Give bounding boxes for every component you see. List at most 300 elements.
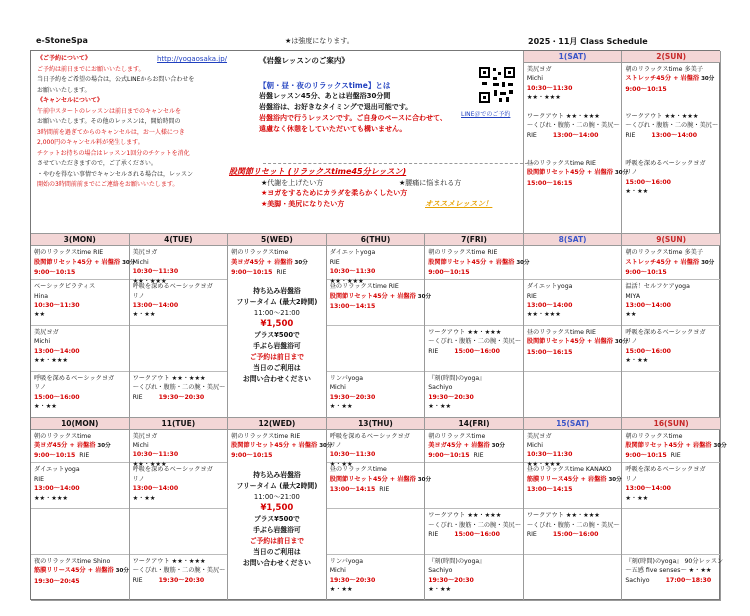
special-notice2: 当日のご利用は	[253, 547, 301, 556]
class-time: 9:00～10:15	[625, 452, 667, 460]
relax-menu: 股関節リセット45分 + 岩盤浴	[231, 442, 318, 450]
class-slot[interactable]	[425, 280, 523, 326]
class-stars: ★★・★★★	[526, 311, 561, 319]
class-time-line	[527, 530, 620, 539]
class-time: 15:00～16:00	[625, 347, 671, 355]
relax-menu: 股関節リセット45分 + 岩盤浴	[526, 338, 613, 346]
day-header: 4(TUE)	[130, 234, 228, 246]
class-staff: MIYA	[625, 292, 641, 300]
class-slot[interactable]	[31, 326, 129, 372]
class-time-line	[625, 576, 718, 585]
class-slot[interactable]	[622, 63, 720, 110]
class-slot[interactable]	[327, 246, 425, 285]
relax-bath: 30分	[701, 76, 715, 83]
relax-bath: 30分	[608, 476, 622, 483]
class-stars: ★★・★★★	[132, 277, 167, 285]
day-header: 1(SAT)	[524, 51, 622, 63]
class-time: 15:00～16:00	[454, 531, 500, 539]
class-staff: リノ	[132, 475, 145, 483]
class-slot[interactable]	[622, 157, 720, 204]
class-time: 10:30～11:30	[526, 451, 573, 459]
day-column	[425, 234, 530, 417]
class-time: 19:30～20:30	[158, 576, 205, 584]
month-title: 2025・11月 Class Schedule	[528, 37, 648, 46]
class-time: 13:00～14:15	[329, 302, 376, 310]
class-stars: ★・★★	[329, 586, 353, 594]
relax-menu: 股関節リセット45分 + 岩盤浴	[329, 292, 416, 300]
class-time: 13:00～14:00	[552, 131, 599, 139]
class-staff: リノ	[329, 442, 342, 450]
day-column-sat	[524, 51, 629, 234]
class-slot[interactable]	[425, 372, 523, 418]
class-stars: ★・★★	[625, 188, 649, 196]
class-slot[interactable]	[228, 246, 326, 282]
class-slot[interactable]	[425, 555, 523, 601]
class-relax-line	[526, 337, 629, 347]
class-staff: ～五感 five senses～ ★・★★	[625, 567, 712, 575]
class-title: 朝のリラックスtime RIE	[34, 249, 104, 257]
class-time: 13:00～14:00	[132, 301, 179, 309]
relax-menu: 美ヨガ45分 + 岩盤浴	[428, 442, 490, 450]
class-slot[interactable]	[130, 463, 228, 509]
reset-section	[229, 167, 519, 209]
class-slot[interactable]	[622, 430, 727, 464]
class-slot[interactable]	[327, 280, 431, 326]
class-stars: ★★	[625, 311, 637, 319]
class-title: 朝のリラックスtime RIE	[231, 432, 301, 440]
relax-menu: 股関節リセット45分 + 岩盤浴	[329, 475, 416, 483]
cancel-lines	[37, 107, 257, 191]
class-title: ワークアウト ★★・★★★	[428, 512, 502, 520]
class-time: 19:30～20:30	[428, 576, 474, 584]
class-title: 呼吸を深めるベーシックヨガ	[625, 160, 706, 167]
class-time: 9:00～10:15	[625, 85, 667, 93]
special-time: 11:00～21:00	[253, 309, 300, 318]
class-title: ダイエットyoga	[34, 466, 80, 474]
class-relax-line	[231, 258, 324, 268]
class-slot[interactable]	[130, 372, 228, 418]
day-header: 3(MON)	[31, 234, 129, 246]
class-slot[interactable]	[31, 463, 129, 509]
class-time: 9:00～10:15	[625, 269, 667, 277]
class-time: 15:00～16:00	[552, 531, 599, 539]
class-staff: Sachiyo	[428, 384, 453, 392]
class-title: 呼吸を深めるベーシックヨガ	[329, 432, 410, 440]
day-header: 5(WED)	[228, 234, 326, 246]
day-column	[31, 234, 136, 417]
relax-menu: ストレッチ45分 + 岩盤浴	[625, 75, 700, 83]
class-slot[interactable]	[425, 430, 523, 464]
guide-subtitle: 【朝・昼・夜のリラックスtime】とは	[259, 81, 391, 90]
class-staff: リノ	[625, 169, 638, 177]
class-title: リンパyoga	[329, 558, 363, 566]
reset-title: 股関節リセット (リラックスtime45分レッスン)	[229, 167, 407, 176]
class-staff: リノ	[625, 475, 638, 483]
text-line: 岩盤レッスン45分、あとは岩盤浴30分間	[259, 92, 391, 100]
day-column	[524, 234, 629, 417]
class-title: リンパyoga	[329, 374, 363, 382]
day-column	[327, 234, 431, 417]
class-time: 9:00～10:15	[428, 269, 470, 277]
class-tag: RIE	[625, 131, 636, 139]
class-slot[interactable]	[622, 372, 720, 418]
class-tag: RIE	[379, 486, 390, 494]
class-staff: RIE	[526, 292, 537, 300]
class-time: 15:00～16:00	[454, 347, 500, 355]
class-time: 13:00～14:00	[625, 485, 671, 493]
class-stars: ★★・★★★	[34, 357, 68, 365]
text-line: ご予約は前日までにお願いいたします。	[37, 65, 145, 73]
text-line: 岩盤浴は、お好きなタイミングで退出可能です。	[259, 103, 413, 111]
day-header: 13(THU)	[327, 418, 425, 430]
class-time-line	[428, 451, 521, 460]
day-column	[524, 418, 623, 601]
class-staff: Michi	[329, 384, 346, 392]
class-slot[interactable]	[425, 246, 530, 280]
class-staff: ～くびれ・腹筋・二の腕・美尻～	[132, 384, 226, 392]
relax-bath: 30分	[491, 443, 505, 450]
class-slot[interactable]	[327, 463, 431, 509]
relax-menu: 股関節リセット45分 + 岩盤浴	[625, 442, 712, 450]
class-slot[interactable]	[622, 463, 720, 509]
relax-bath: 30分	[417, 476, 431, 483]
class-time: 19:30～20:30	[158, 393, 205, 401]
day-header: 2(SUN)	[622, 51, 720, 63]
class-staff: Hina	[34, 292, 49, 300]
day-column	[327, 418, 431, 601]
special-notice3: お問い合わせください	[242, 558, 311, 567]
class-staff: Michi	[132, 258, 149, 266]
text-line: お願いいたします。	[37, 86, 91, 94]
class-relax-line	[428, 441, 521, 451]
class-title: 『刻(時間)のyoga』 90分レッスン	[625, 558, 724, 566]
special-price: ¥1,500	[260, 319, 294, 330]
class-slot[interactable]	[130, 509, 228, 555]
class-relax-line	[34, 441, 127, 451]
class-time-line	[428, 530, 521, 539]
class-title: ワークアウト ★★・★★★	[526, 512, 600, 520]
class-staff: Michi	[132, 442, 149, 450]
class-slot[interactable]	[228, 430, 333, 466]
relax-menu: 股関節リセット45分 + 岩盤浴	[526, 169, 613, 177]
relax-bath: 30分	[97, 443, 111, 450]
class-staff: ～くびれ・腹筋・二の腕・美尻～	[428, 521, 522, 529]
special-plus: プラス¥500で	[253, 514, 300, 523]
class-staff: ～くびれ・腹筋・二の腕・美尻～	[625, 122, 719, 130]
reset-point-4: ★美脚・美尻になりたい方	[261, 199, 345, 208]
relax-bath: 30分	[122, 259, 136, 266]
relax-bath: 30分	[294, 259, 308, 266]
class-staff: リノ	[34, 384, 47, 392]
line-reserve-link[interactable]: LINE＠でのご予約	[461, 111, 511, 118]
class-time: 9:00～10:15	[231, 452, 273, 460]
class-tag: RIE	[670, 452, 681, 460]
class-staff: ～くびれ・腹筋・二の腕・美尻～	[428, 338, 522, 346]
class-time: 10:30～11:30	[329, 451, 376, 459]
reserve-lines	[37, 65, 257, 97]
class-slot[interactable]	[327, 509, 425, 555]
class-slot[interactable]	[130, 280, 228, 326]
class-tag: RIE	[473, 452, 484, 460]
class-time: 15:00～16:15	[526, 348, 573, 356]
special-notice1: ご予約は前日まで	[249, 353, 305, 362]
class-title: 呼吸を深めるベーシックヨガ	[625, 466, 706, 474]
class-time: 10:30～11:30	[132, 268, 179, 276]
bring-your-own-bath-info	[228, 466, 326, 573]
class-time: 9:00～10:15	[231, 269, 273, 277]
relax-bath: 30分	[713, 443, 727, 450]
class-slot[interactable]	[425, 463, 523, 509]
class-slot[interactable]	[524, 280, 622, 326]
class-staff: Michi	[526, 75, 543, 83]
relax-menu: 美ヨガ45分 + 岩盤浴	[231, 258, 293, 266]
class-staff: RIE	[34, 475, 45, 483]
class-staff: RIE	[329, 258, 340, 266]
class-title: 朝のリラックスtime RIE	[428, 249, 498, 257]
class-slot[interactable]	[622, 326, 720, 372]
class-staff: Michi	[526, 442, 543, 450]
class-slot[interactable]	[622, 555, 724, 601]
class-title: 昼のリラックスtime KANAKO	[526, 466, 612, 474]
class-time-line	[330, 485, 423, 494]
class-time: 10:30～11:30	[329, 268, 376, 276]
day-column	[31, 418, 130, 601]
class-title: 『刻(時間)のyoga』	[428, 558, 486, 566]
special-title: 持ち込み岩盤浴	[253, 470, 301, 479]
class-slot[interactable]	[524, 372, 622, 418]
class-slot[interactable]	[130, 246, 228, 285]
class-slot[interactable]	[524, 63, 622, 110]
class-stars: ★★・★★★	[526, 94, 561, 102]
day-header: 15(SAT)	[524, 418, 622, 430]
class-slot[interactable]	[524, 509, 622, 555]
class-staff: ～くびれ・腹筋・二の腕・美尻～	[526, 521, 620, 529]
special-hand: 手ぶら岩盤浴可	[253, 342, 301, 351]
class-title: 昼のリラックスtime RIE	[329, 283, 399, 291]
class-slot[interactable]	[31, 372, 129, 418]
class-title: 呼吸を深めるベーシックヨガ	[34, 374, 115, 382]
class-tag: RIE	[428, 531, 439, 539]
special-notice2: 当日のご利用は	[253, 364, 301, 373]
class-slot[interactable]	[327, 430, 425, 468]
bring-your-own-bath-info	[228, 282, 326, 389]
class-slot[interactable]	[524, 110, 622, 157]
relax-bath: 30分	[516, 259, 530, 266]
special-hand: 手ぶら岩盤浴可	[253, 525, 301, 534]
class-relax-line	[329, 475, 431, 485]
class-stars: ★・★★	[132, 311, 156, 319]
class-title: 朝のリラックスtime	[231, 249, 289, 257]
day-header: 9(SUN)	[622, 234, 720, 246]
class-relax-line	[625, 258, 718, 268]
class-title: 美尻ヨガ	[34, 328, 59, 336]
class-stars: ★★・★★★	[34, 494, 68, 502]
class-slot[interactable]	[130, 430, 228, 468]
class-slot[interactable]	[622, 280, 720, 326]
reserve-title: 《ご予約について》	[37, 55, 91, 62]
special-day-column	[228, 234, 327, 417]
class-staff: ～くびれ・腹筋・二の腕・美尻～	[526, 122, 620, 130]
class-slot[interactable]	[425, 509, 523, 555]
day-header: 8(SAT)	[524, 234, 622, 246]
class-slot[interactable]	[524, 463, 622, 509]
guide-section	[259, 55, 509, 135]
class-title: ベーシックピラティス	[34, 283, 96, 291]
class-stars: ★・★★	[625, 357, 649, 365]
relax-bath: 30分	[614, 170, 629, 177]
text-line: 遠慮なく休憩をしていただいても構いません。	[259, 125, 407, 133]
class-relax-line	[527, 475, 620, 485]
class-stars: ★・★★	[34, 402, 57, 410]
class-time: 9:00～10:15	[34, 452, 76, 460]
class-tag: RIE	[428, 347, 439, 355]
class-stars: ★・★★	[329, 402, 353, 410]
class-stars: ★・★★	[132, 494, 156, 502]
class-slot[interactable]	[31, 280, 129, 326]
class-slot[interactable]	[425, 326, 523, 372]
class-stars: ★・★★	[625, 494, 649, 502]
class-slot[interactable]	[622, 246, 720, 280]
class-slot[interactable]	[130, 326, 228, 372]
reset-point-3: ★ヨガをするためにカラダを柔らかくしたい方	[261, 189, 408, 197]
class-time-line	[34, 451, 127, 460]
class-slot[interactable]	[31, 430, 129, 464]
day-column	[425, 418, 524, 601]
class-time-line	[428, 347, 521, 356]
class-time: 10:30～11:30	[526, 84, 573, 92]
class-staff: リノ	[625, 338, 638, 346]
class-title: 呼吸を深めるベーシックヨガ	[132, 466, 213, 474]
class-title: ワークアウト ★★・★★★	[526, 113, 600, 120]
class-time: 13:00～14:00	[132, 485, 179, 493]
day-column	[130, 234, 229, 417]
class-title: 美尻ヨガ	[526, 432, 552, 440]
reset-point-2: ★腰痛に悩まれる方	[399, 178, 462, 187]
class-slot[interactable]	[622, 110, 720, 157]
class-title: 昼のリラックスtime RIE	[526, 328, 596, 336]
class-relax-line	[526, 168, 629, 178]
intensity-note: ★は強度になります。	[285, 37, 354, 45]
day-column	[622, 234, 721, 417]
class-relax-line	[329, 292, 431, 302]
class-time-line	[133, 393, 226, 402]
day-header: 16(SUN)	[622, 418, 720, 430]
class-stars: ★・★★	[428, 586, 452, 594]
special-day-column	[228, 418, 333, 601]
class-title: ワークアウト ★★・★★★	[428, 328, 502, 336]
class-title: 呼吸を深めるベーシックヨガ	[132, 283, 213, 291]
website-link[interactable]: http://yogaosaka.jp/	[157, 55, 228, 63]
relax-menu: 美ヨガ45分 + 岩盤浴	[34, 442, 96, 450]
class-slot[interactable]	[31, 509, 129, 555]
class-relax-line	[34, 258, 136, 268]
special-price: ¥1,500	[260, 502, 294, 513]
guide-title: 《岩盤レッスンのご案内》	[259, 56, 349, 65]
class-title: 美尻ヨガ	[132, 432, 158, 440]
class-time-line	[625, 451, 718, 460]
class-slot[interactable]	[524, 326, 629, 372]
class-staff: Sachiyo	[428, 567, 453, 575]
schedule-grid	[30, 50, 727, 600]
class-slot[interactable]	[327, 555, 425, 601]
class-stars: ★・★★	[329, 460, 353, 468]
reset-point-1: ★代謝を上げたい方	[261, 178, 324, 187]
class-time: 19:30～20:30	[428, 393, 474, 401]
day-column	[130, 418, 229, 601]
special-sub: フリータイム (最大2時間)	[236, 298, 318, 307]
class-tag: RIE	[526, 131, 537, 139]
class-stars: ★★	[34, 311, 46, 319]
class-tag: RIE	[526, 531, 537, 539]
class-staff: ～くびれ・腹筋・二の腕・美尻～	[132, 567, 226, 575]
cancel-title: 《キャンセルについて》	[37, 97, 103, 104]
class-slot[interactable]	[327, 326, 425, 372]
class-slot[interactable]	[524, 430, 622, 468]
relax-menu: ストレッチ45分 + 岩盤浴	[625, 258, 700, 266]
class-title: 呼吸を深めるベーシックヨガ	[625, 328, 706, 336]
class-slot[interactable]	[31, 555, 129, 601]
day-header: 12(WED)	[228, 418, 326, 430]
class-time: 10:30～11:30	[132, 451, 179, 459]
day-column-sun	[622, 51, 721, 234]
class-time: 13:00～14:00	[651, 131, 698, 139]
day-column	[622, 418, 727, 601]
class-title: 夜のリラックスtime Shino	[34, 558, 111, 566]
class-tag: RIE	[132, 393, 143, 401]
class-title: 『刻(時間)のyoga』	[428, 374, 486, 382]
spa-name: e-StoneSpa	[36, 36, 88, 45]
class-slot[interactable]	[622, 509, 720, 555]
special-title: 持ち込み岩盤浴	[253, 287, 301, 296]
reserve-section	[37, 54, 257, 191]
class-slot[interactable]	[524, 246, 622, 280]
class-title: 温活！セルフケアyoga	[625, 283, 690, 291]
class-time: 19:30～20:30	[329, 576, 376, 584]
class-tag: RIE	[276, 269, 287, 277]
class-time: 13:00～14:15	[329, 486, 376, 494]
relax-menu: 股関節リセット45分 + 岩盤浴	[34, 258, 121, 266]
class-slot[interactable]	[31, 246, 136, 280]
class-title: 朝のリラックスtime	[428, 432, 486, 440]
class-stars: ★★・★★★	[329, 277, 364, 285]
class-title: ワークアウト ★★・★★★	[132, 374, 206, 382]
class-time: 19:30～20:30	[329, 393, 376, 401]
class-time: 15:00～16:00	[625, 178, 671, 186]
class-title: 昼のリラックスtime RIE	[526, 160, 596, 167]
class-time-line	[625, 131, 718, 140]
class-tag: RIE	[79, 452, 90, 460]
class-time: 10:30～11:30	[34, 301, 80, 309]
class-time: 17:00～18:30	[665, 576, 712, 584]
special-notice1: ご予約は前日まで	[249, 536, 305, 545]
relax-menu: 股関節リセット45分 + 岩盤浴	[428, 258, 515, 266]
class-stars: ★★・★★★	[132, 460, 167, 468]
class-title: 昼のリラックスtime	[329, 466, 387, 474]
class-slot[interactable]	[524, 555, 622, 601]
class-time: 13:00～14:00	[526, 301, 573, 309]
class-slot[interactable]	[327, 372, 425, 418]
class-relax-line	[231, 441, 333, 451]
class-slot[interactable]	[524, 157, 629, 204]
class-slot[interactable]	[130, 555, 228, 601]
class-time: 19:30～20:45	[34, 577, 80, 585]
class-title: 美尻ヨガ	[526, 66, 552, 73]
info-panel	[31, 51, 524, 234]
class-title: 朝のリラックスtime	[625, 432, 683, 440]
text-line: 午前中スタートのレッスンは前日までのキャンセルを	[37, 107, 181, 115]
class-title: 朝のリラックスtime 多美子	[625, 66, 704, 73]
class-relax-line	[428, 258, 530, 268]
